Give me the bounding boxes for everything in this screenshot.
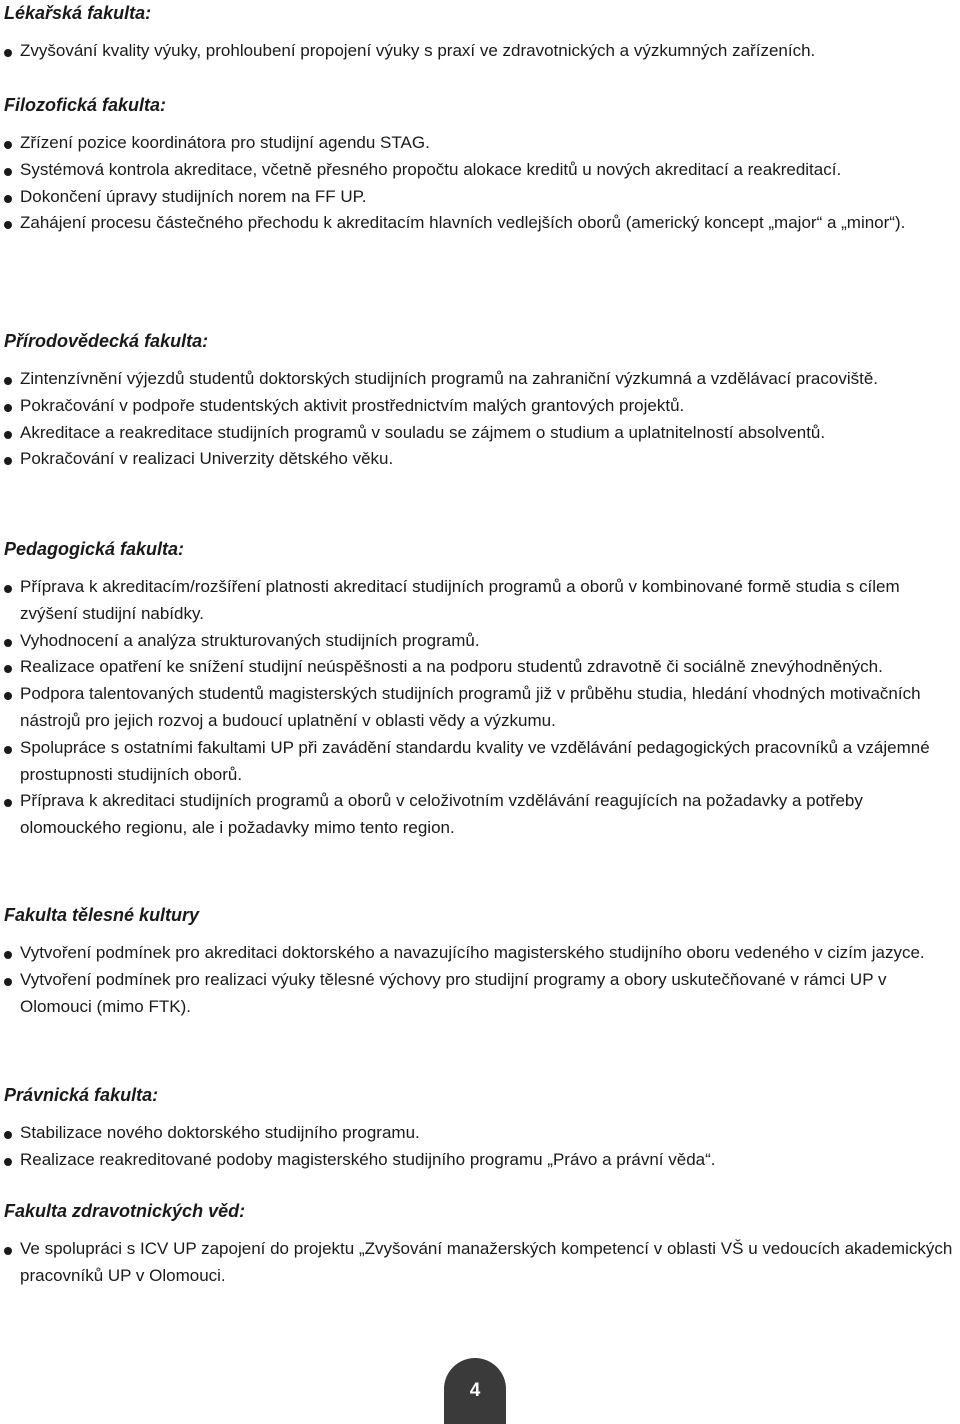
bullet-icon — [4, 377, 12, 385]
bullet-icon — [4, 585, 12, 593]
list-item — [4, 157, 956, 184]
list-item-text: Vytvoření podmínek pro realizaci výuky tělesné výchovy pro studijní programy a obory uskutečňované v rámci UP v Olomouci (mimo FTK). — [20, 969, 887, 1016]
list-item-text: Vyhodnocení a analýza strukturovaných studijních programů. — [20, 630, 480, 650]
section-fakulta-zdravotnickych-ved — [4, 1198, 956, 1290]
list-item-text: Vytvoření podmínek pro akreditaci doktorského a navazujícího magisterského studijního oboru vedeného v cizím jazyce. — [20, 943, 925, 962]
list-item — [4, 967, 956, 1021]
list-item — [4, 38, 956, 65]
section-pedagogicka-fakulta — [4, 536, 956, 842]
section-fakulta-telesne-kultury — [4, 902, 956, 1020]
bullet-icon — [4, 665, 12, 673]
list-item — [4, 735, 956, 789]
list-item-text: Pokračování v podpoře studentských aktivit prostřednictvím malých grantových projektů. — [20, 395, 685, 415]
list-item — [4, 1120, 956, 1147]
section-heading: Lékařská fakulta: — [4, 3, 152, 23]
section-heading: Přírodovědecká fakulta: — [4, 331, 209, 351]
bullet-list — [4, 130, 956, 237]
list-item-text: Pokračování v realizaci Univerzity dětského věku. — [20, 449, 394, 469]
list-item-text: Systémová kontrola akreditace, včetně přesného propočtu alokace kreditů u nových akreditací a reakreditací. — [20, 159, 842, 179]
list-item — [4, 210, 956, 237]
bullet-icon — [4, 141, 12, 149]
list-item — [4, 366, 956, 393]
list-item-text: Spolupráce s ostatními fakultami UP při zavádění standardu kvality ve vzdělávání pedagogických pracovníků a vzájemné prostupnosti studijních oborů. — [20, 737, 930, 784]
bullet-icon — [4, 404, 12, 412]
bullet-icon — [4, 221, 12, 229]
list-item — [4, 628, 956, 655]
bullet-icon — [4, 639, 12, 647]
bullet-icon — [4, 951, 12, 959]
list-item-text: Ve spolupráci s ICV UP zapojení do projektu „Zvyšování manažerských kompetencí v oblasti VŠ u vedoucích akademických pracovníků UP v Olomouci. — [20, 1239, 953, 1285]
list-item — [4, 1147, 956, 1174]
list-item-text: Příprava k akreditacím/rozšíření platnosti akreditací studijních programů a oborů v kombinované formě studia s cílem zvýšení studijní nabídky. — [20, 577, 900, 623]
bullet-list — [4, 38, 956, 65]
bullet-list — [4, 940, 956, 1020]
list-item — [4, 420, 956, 447]
bullet-list — [4, 1120, 956, 1174]
list-item-text: Stabilizace nového doktorského studijního programu. — [20, 1123, 420, 1142]
list-item-text: Dokončení úpravy studijních norem na FF UP. — [20, 186, 367, 206]
list-item-text: Realizace opatření ke snížení studijní neúspěšnosti a na podporu studentů zdravotně či sociálně znevýhodněných. — [20, 657, 883, 677]
list-item-text: Příprava k akreditaci studijních programů a oborů v celoživotním vzdělávání reagujících na požadavky a potřeby olomouckého regionu, ale i požadavky mimo tento region. — [20, 791, 863, 838]
list-item-text: Podpora talentovaných studentů magisterských studijních programů již v průběhu studia, hledání vhodných motivačních nástrojů pro jejich rozvoj a budoucí uplatnění v oblasti vědy a výzkumu. — [20, 684, 921, 730]
list-item — [4, 681, 956, 735]
page-number: 4 — [444, 1358, 506, 1424]
bullet-icon — [4, 1247, 12, 1255]
section-heading: Právnická fakulta: — [4, 1085, 159, 1105]
section-heading: Pedagogická fakulta: — [4, 539, 185, 559]
bullet-list — [4, 1236, 956, 1290]
list-item — [4, 1236, 956, 1290]
bullet-icon — [4, 1158, 12, 1166]
section-heading: Fakulta tělesné kultury — [4, 905, 200, 925]
bullet-icon — [4, 799, 12, 807]
list-item-text: Akreditace a reakreditace studijních programů v souladu se zájmem o studium a uplatnitelností absolventů. — [20, 422, 826, 442]
list-item — [4, 393, 956, 420]
list-item — [4, 654, 956, 681]
section-prirodovedecka-fakulta — [4, 328, 956, 473]
bullet-list — [4, 574, 956, 842]
bullet-icon — [4, 195, 12, 203]
list-item-text: Zvyšování kvality výuky, prohloubení propojení výuky s praxí ve zdravotnických a výzkumných zařízeních. — [20, 41, 816, 60]
list-item — [4, 446, 956, 473]
section-heading: Fakulta zdravotnických věd: — [4, 1201, 246, 1221]
section-pravnicka-fakulta — [4, 1082, 956, 1174]
list-item — [4, 788, 956, 842]
bullet-icon — [4, 168, 12, 176]
bullet-icon — [4, 692, 12, 700]
bullet-icon — [4, 1131, 12, 1139]
bullet-icon — [4, 431, 12, 439]
list-item — [4, 184, 956, 211]
section-heading: Filozofická fakulta: — [4, 95, 167, 115]
bullet-list — [4, 366, 956, 473]
list-item — [4, 574, 956, 628]
bullet-icon — [4, 746, 12, 754]
list-item-text: Zřízení pozice koordinátora pro studijní agendu STAG. — [20, 133, 430, 152]
section-filozoficka-fakulta — [4, 92, 956, 237]
list-item-text: Zahájení procesu částečného přechodu k akreditacím hlavních vedlejších oborů (americký koncept „major“ a „minor“). — [20, 213, 906, 233]
list-item — [4, 130, 956, 157]
bullet-icon — [4, 457, 12, 465]
bullet-icon — [4, 978, 12, 986]
section-lekarska-fakulta — [4, 0, 956, 65]
list-item-text: Realizace reakreditované podoby magisterského studijního programu „Právo a právní věda“. — [20, 1149, 716, 1169]
list-item — [4, 940, 956, 967]
bullet-icon — [4, 49, 12, 57]
list-item-text: Zintenzívnění výjezdů studentů doktorských studijních programů na zahraniční výzkumná a vzdělávací pracoviště. — [20, 369, 878, 388]
